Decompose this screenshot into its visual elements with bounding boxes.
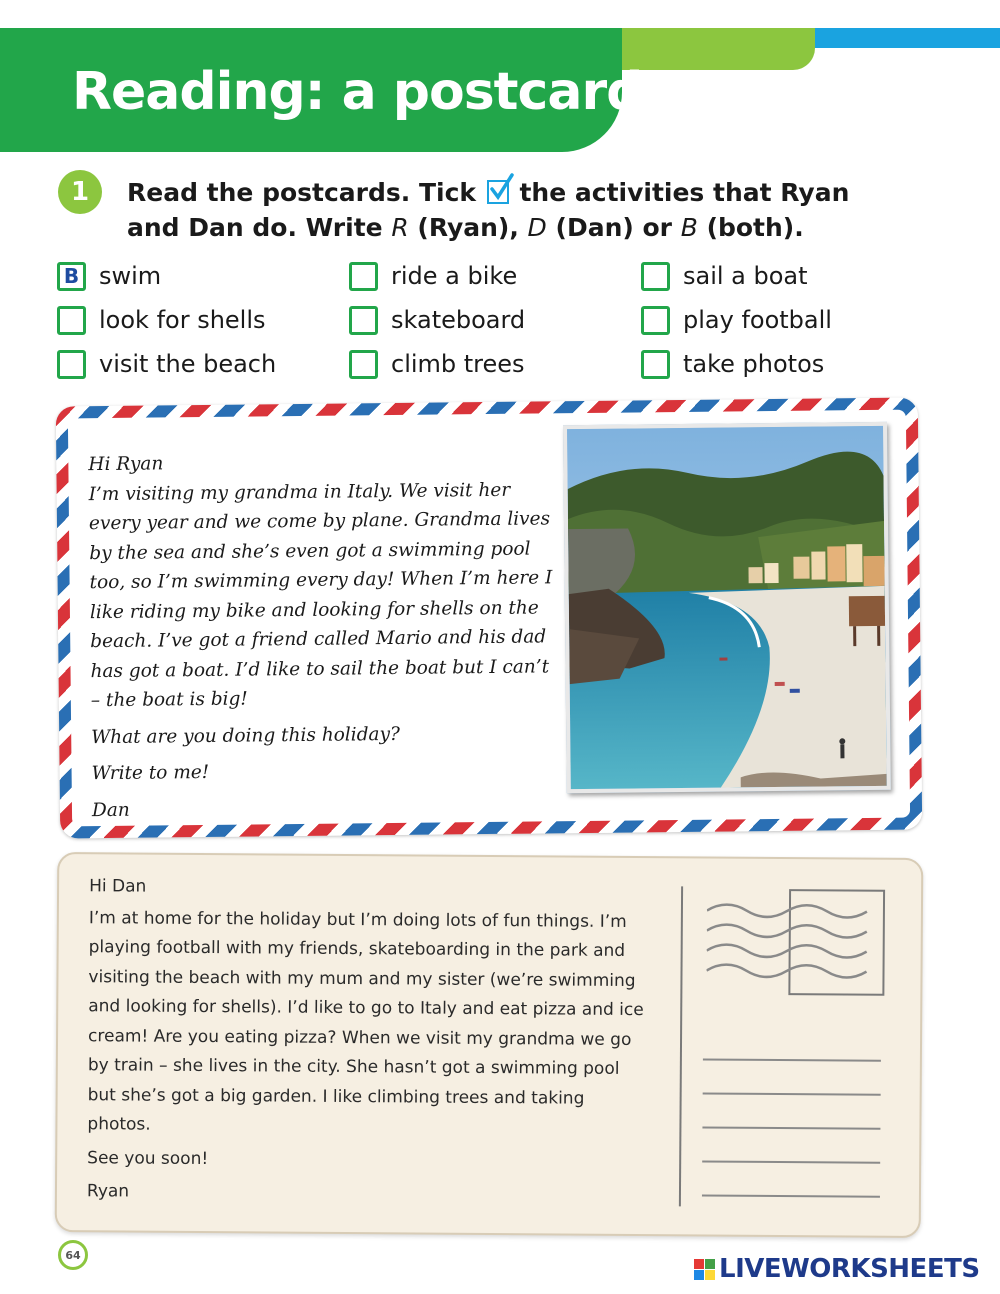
activity-label: climb trees — [391, 350, 525, 378]
ryan-signature: Ryan — [86, 1181, 130, 1202]
exercise-number-badge: 1 — [58, 170, 102, 214]
activity-play-football — [641, 305, 857, 335]
activity-label: look for shells — [99, 306, 266, 334]
activity-look-for-shells — [57, 305, 349, 335]
label-r: (Ryan), — [408, 213, 528, 242]
letter-d: D — [527, 213, 547, 242]
liveworksheets-logo-icon — [694, 1259, 715, 1280]
label-b: (both). — [697, 213, 804, 242]
activity-visit-the-beach — [57, 349, 349, 379]
dan-body: I’m visiting my grandma in Italy. We visit her every year and we come by plane. Grandma lives by the sea and she’s even got a swimming pool too, so I’m swimming every day! When I’m here I like riding my bike and looking for shells on the beach. I’ve got a friend called Mario and his dad has got a boat. I’d like to sail the boat but I can’t – the boat is big! — [88, 479, 553, 712]
answer-box[interactable] — [641, 350, 670, 379]
instruction-text-1: Read the postcards. Tick — [127, 178, 485, 207]
page-number: 64 — [58, 1240, 88, 1270]
activity-label: skateboard — [391, 306, 526, 334]
beach-photo-illustration — [567, 426, 887, 789]
dan-postcard-text — [88, 445, 562, 832]
ryan-body: I’m at home for the holiday but I’m doing lots of fun things. I’m playing football with my friends, skateboarding in the park and visiting the beach with my mum and my sister (we’re swimming and looking for shells). I’d like to go to Italy and eat pizza and ice cream! Are you eating pizza? When we visit my grandma we go by train – she lives in the city. She hasn’t got a swimming pool but she’s got a big garden. I like climbing trees and taking photos. — [87, 907, 644, 1135]
answer-box[interactable] — [57, 350, 86, 379]
tick-icon — [487, 180, 509, 204]
brand-name: LIVEWORKSHEETS — [719, 1254, 980, 1284]
liveworksheets-brand[interactable] — [694, 1254, 980, 1284]
dan-postcard — [56, 397, 922, 838]
activity-label: take photos — [683, 350, 825, 378]
dan-postcard-inner — [68, 410, 910, 827]
answer-box[interactable] — [349, 306, 378, 335]
dan-greeting: Hi Ryan — [88, 453, 164, 476]
address-line — [702, 1160, 880, 1163]
ryan-postcard-text — [87, 872, 649, 1214]
address-line — [702, 1194, 880, 1197]
address-line — [703, 1058, 881, 1061]
activity-label: sail a boat — [683, 262, 808, 290]
instruction-text-2: the activities that Ryan and Dan do. Write — [127, 178, 850, 242]
answer-box[interactable] — [349, 262, 378, 291]
dan-signature: Dan — [91, 799, 130, 821]
letter-b: B — [680, 213, 698, 242]
activity-take-photos — [641, 349, 857, 379]
activity-label: visit the beach — [99, 350, 277, 378]
postmark-icon — [706, 899, 887, 1000]
beach-photo — [563, 422, 891, 793]
activities-grid — [57, 261, 857, 379]
answer-box[interactable]: B — [57, 262, 86, 291]
exercise-instruction — [127, 175, 887, 245]
ryan-closing: See you soon! — [87, 1147, 209, 1169]
activity-climb-trees — [349, 349, 641, 379]
postcard-divider — [679, 886, 683, 1206]
activity-swim — [57, 261, 349, 291]
answer-box[interactable] — [641, 262, 670, 291]
activity-skateboard — [349, 305, 641, 335]
activity-sail-a-boat — [641, 261, 857, 291]
ryan-greeting: Hi Dan — [89, 876, 147, 897]
address-line — [703, 1092, 881, 1095]
address-line — [702, 1126, 880, 1129]
activity-label: ride a bike — [391, 262, 518, 290]
page-title: Reading: a postcard — [72, 62, 643, 122]
activity-label: play football — [683, 306, 832, 334]
activity-label: swim — [99, 262, 162, 290]
answer-box[interactable] — [641, 306, 670, 335]
answer-box[interactable] — [349, 350, 378, 379]
dan-closing: Write to me! — [91, 761, 210, 785]
answer-box[interactable] — [57, 306, 86, 335]
ryan-postcard — [55, 852, 924, 1238]
activity-ride-a-bike — [349, 261, 641, 291]
letter-r: R — [391, 213, 409, 242]
label-d: (Dan) or — [546, 213, 681, 242]
dan-question: What are you doing this holiday? — [91, 723, 400, 748]
